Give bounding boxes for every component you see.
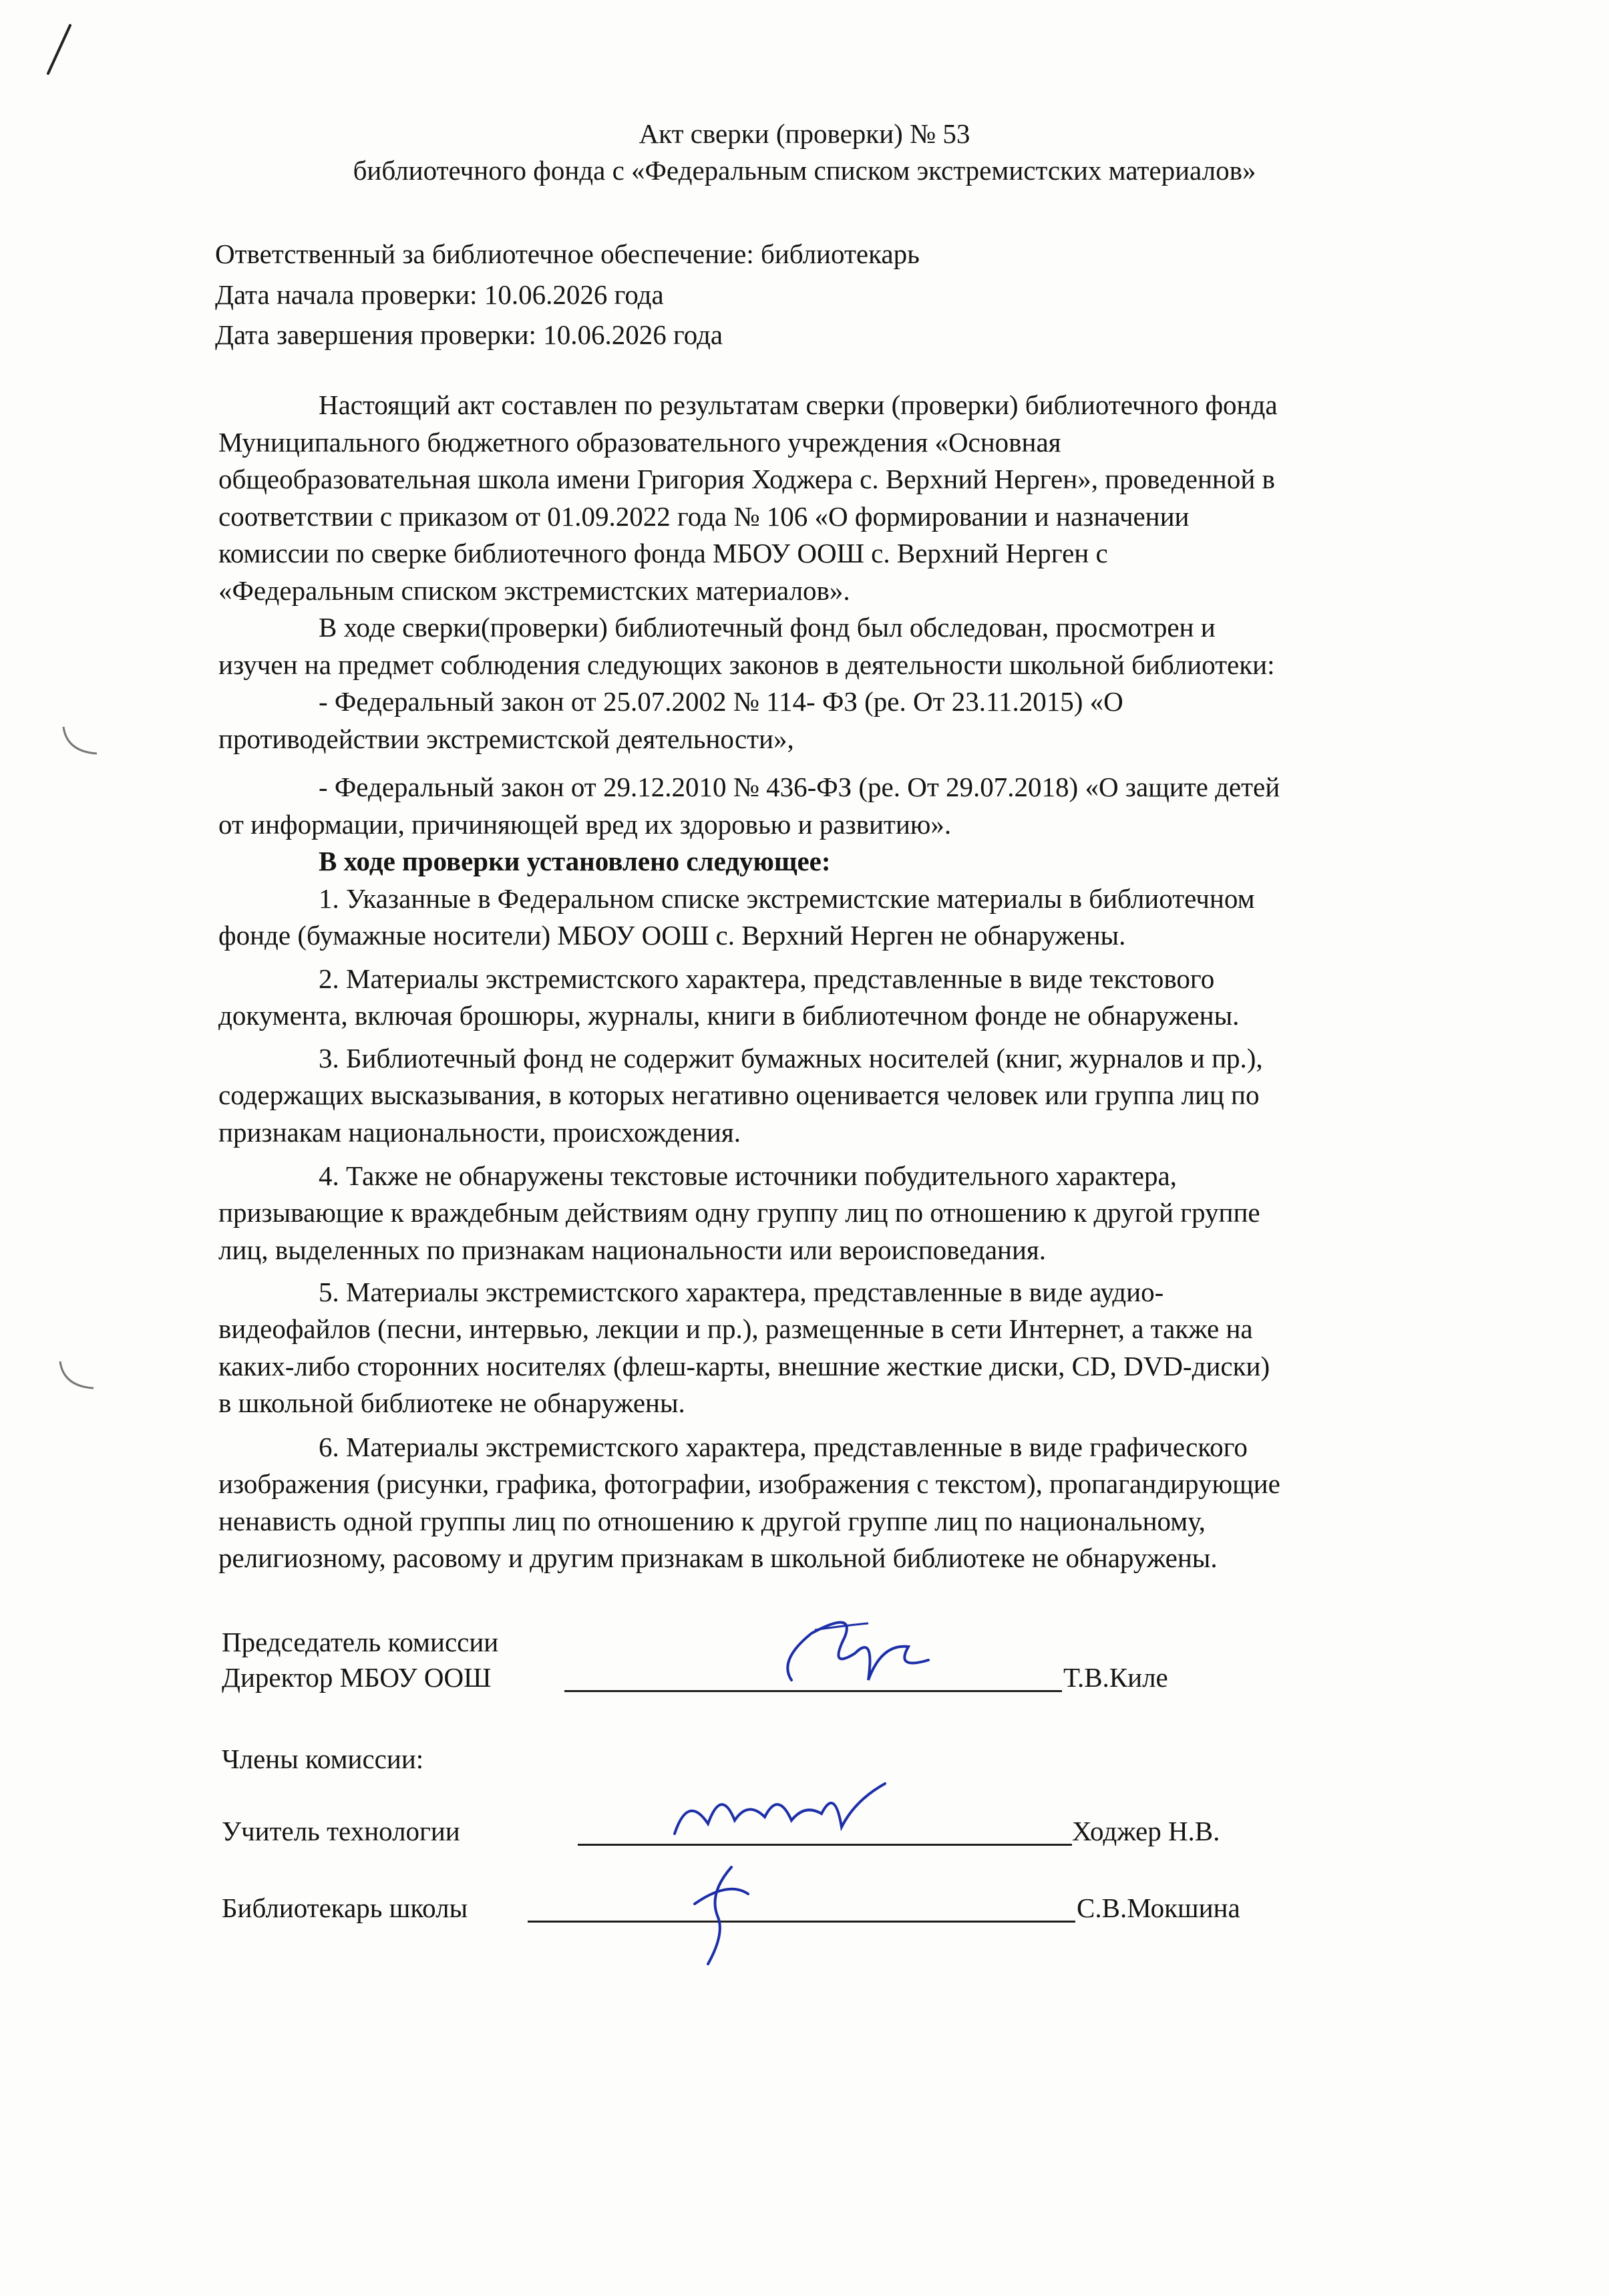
finding-line: каких-либо сторонних носителях (флеш-карты, внешние жесткие диски, CD, DVD-диски) (218, 1351, 1270, 1381)
body-line: Муниципального бюджетного образовательного учреждения «Основная (218, 427, 1061, 458)
teacher-name: Ходжер Н.В. (1072, 1816, 1220, 1846)
finding-line: документа, включая брошюры, журналы, книги в библиотечном фонде не обнаружены. (218, 1000, 1240, 1031)
librarian-signature-line (528, 1921, 1075, 1923)
law-line: противодействии экстремистской деятельности», (218, 723, 794, 754)
binder-hole-mark (53, 721, 107, 762)
finding-line: 1. Указанные в Федеральном списке экстремистские материалы в библиотечном (319, 883, 1255, 914)
law-line: от информации, причиняющей вред их здоровью и развитию». (218, 809, 952, 840)
body-line: В ходе сверки(проверки) библиотечный фонд был обследован, просмотрен и (319, 612, 1216, 643)
director-label: Директор МБОУ ООШ (222, 1662, 492, 1693)
law-line: - Федеральный закон от 25.07.2002 № 114- ФЗ (ре. От 23.11.2015) «О (319, 686, 1123, 717)
finding-line: в школьной библиотеке не обнаружены. (218, 1387, 685, 1418)
director-name: Т.В.Киле (1063, 1662, 1168, 1693)
director-signature-scribble (775, 1607, 948, 1707)
teacher-label: Учитель технологии (222, 1816, 460, 1846)
start-date-line: Дата начала проверки: 10.06.2026 года (215, 279, 664, 310)
finding-line: 6. Материалы экстремистского характера, представленные в виде графического (319, 1432, 1248, 1462)
finding-line: 2. Материалы экстремистского характера, представленные в виде текстового (319, 963, 1215, 994)
findings-heading: В ходе проверки установлено следующее: (319, 846, 831, 876)
finding-line: 5. Материалы экстремистского характера, представленные в виде аудио- (319, 1277, 1164, 1307)
finding-line: призывающие к враждебным действиям одну группу лиц по отношению к другой группе (218, 1197, 1260, 1228)
document-title: Акт сверки (проверки) № 53 (639, 118, 970, 149)
body-line: общеобразовательная школа имени Григория Ходжера с. Верхний Нерген», проведенной в (218, 464, 1275, 494)
body-line: Настоящий акт составлен по результатам сверки (проверки) библиотечного фонда (319, 389, 1278, 420)
finding-line: ненависть одной группы лиц по отношению к другой группе лиц по национальному, (218, 1506, 1206, 1536)
finding-line: лиц, выделенных по признакам национальности или вероисповедания. (218, 1235, 1047, 1265)
finding-line: видеофайлов (песни, интервью, лекции и пр.), размещенные в сети Интернет, а также на (218, 1313, 1253, 1344)
librarian-label: Библиотекарь школы (222, 1893, 468, 1923)
finding-line: изображения (рисунки, графика, фотографии, изображения с текстом), пропагандирующие (218, 1468, 1280, 1499)
librarian-name: С.В.Мокшина (1077, 1893, 1240, 1923)
end-date-line: Дата завершения проверки: 10.06.2026 года (215, 319, 723, 350)
finding-line: содержащих высказывания, в которых негативно оценивается человек или группа лиц по (218, 1080, 1260, 1110)
binder-hole-mark (50, 1356, 104, 1396)
body-line: соответствии с приказом от 01.09.2022 года № 106 «О формировании и назначении (218, 501, 1190, 532)
finding-line: признакам национальности, происхождения. (218, 1117, 741, 1148)
chair-title: Председатель комиссии (222, 1627, 499, 1657)
finding-line: 4. Также не обнаружены текстовые источники побудительного характера, (319, 1160, 1177, 1191)
law-line: - Федеральный закон от 29.12.2010 № 436-ФЗ (ре. От 29.07.2018) «О защите детей (319, 772, 1280, 802)
pen-mark (40, 20, 80, 80)
document-subtitle: библиотечного фонда с «Федеральным списком экстремистских материалов» (353, 155, 1256, 186)
finding-line: 3. Библиотечный фонд не содержит бумажных носителей (книг, журналов и пр.), (319, 1043, 1263, 1074)
librarian-signature-scribble (668, 1854, 788, 1974)
body-line: изучен на предмет соблюдения следующих законов в деятельности школьной библиотеки: (218, 649, 1275, 680)
body-line: комиссии по сверке библиотечного фонда МБОУ ООШ с. Верхний Нерген с (218, 538, 1108, 568)
body-line: «Федеральным списком экстремистских материалов». (218, 575, 850, 606)
teacher-signature-scribble (661, 1774, 902, 1860)
finding-line: фонде (бумажные носители) МБОУ ООШ с. Верхний Нерген не обнаружены. (218, 920, 1126, 951)
finding-line: религиозному, расовому и другим признакам в школьной библиотеке не обнаружены. (218, 1542, 1218, 1573)
responsible-line: Ответственный за библиотечное обеспечение: библиотекарь (215, 238, 920, 269)
members-title: Члены комиссии: (222, 1744, 424, 1774)
